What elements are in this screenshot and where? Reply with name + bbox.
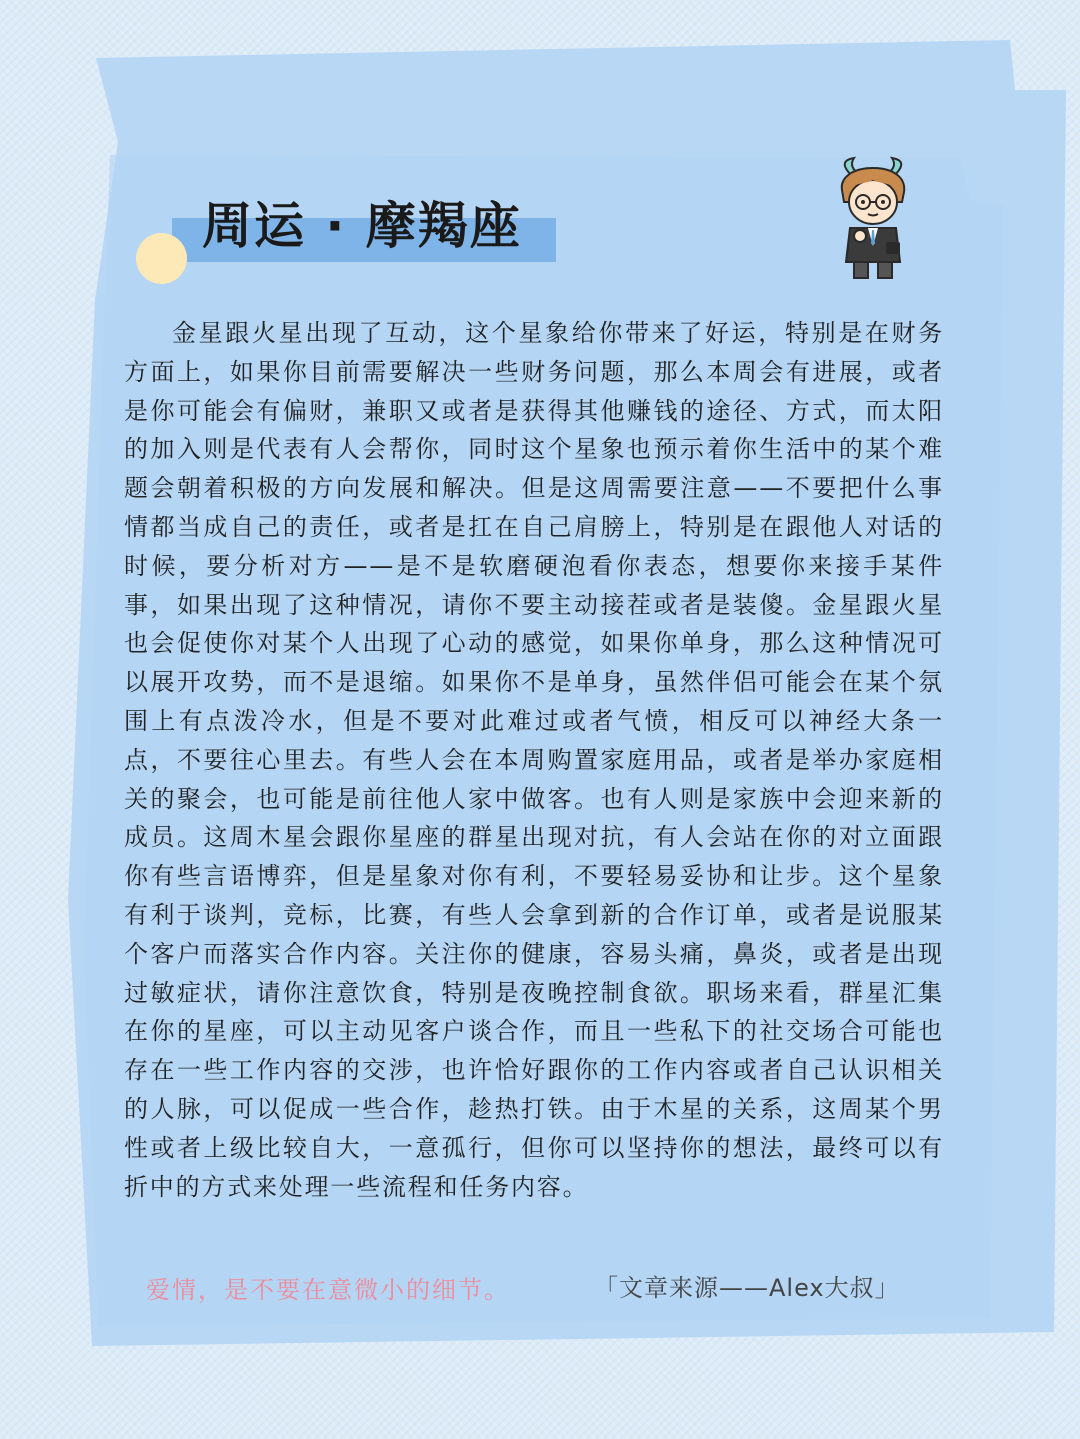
horoscope-body-text: 金星跟火星出现了互动，这个星象给你带来了好运，特别是在财务方面上，如果你目前需要解决一些财务问题，那么本周会有进展，或者是你可能会有偏财，兼职又或者是获得其他赚钱的途径、方式，而太阳的加入则是代表有人会帮你，同时这个星象也预示着你生活中的某个难题会朝着积极的方向发展和解决。但是这周需要注意——不要把什么事情都当成自己的责任，或者是扛在自己肩膀上，特别是在跟他人对话的时候，要分析对方——是不是软磨硬泡看你表态，想要你来接手某件事，如果出现了这种情况，请你不要主动接茬或者是装傻。金星跟火星也会促使你对某个人出现了心动的感觉，如果你单身，那么这种情况可以展开攻势，而不是退缩。如果你不是单身，虽然伴侣可能会在某个氛围上有点泼冷水，但是不要对此难过或者气愤，相反可以神经大条一点，不要往心里去。有些人会在本周购置家庭用品，或者是举办家庭相关的聚会，也可能是前往他人家中做客。也有人则是家族中会迎来新的成员。这周木星会跟你星座的群星出现对抗，有人会站在你的对立面跟你有些言语博弈，但是星象对你有利，不要轻易妥协和让步。这个星象有利于谈判，竞标，比赛，有些人会拿到新的合作订单，或者是说服某个客户而落实合作内容。关注你的健康，容易头痛，鼻炎，或者是出现过敏症状，请你注意饮食，特别是夜晚控制食欲。职场来看，群星汇集在你的星座，可以主动见客户谈合作，而且一些私下的社交场合可能也存在一些工作内容的交涉，也许恰好跟你的工作内容或者自己认识相关的人脉，可以促成一些合作，趁热打铁。由于木星的关系，这周某个男性或者上级比较自大，一意孤行，但你可以坚持你的想法，最终可以有折中的方式来处理一些流程和任务内容。 [124,319,944,1201]
article-source: 「文章来源——Alex大叔」 [594,1274,900,1302]
capricorn-mascot-icon [830,156,916,282]
love-quote: 爱情，是不要在意微小的细节。 [146,1276,510,1304]
yellow-dot-decoration [136,233,187,284]
page-title: 周运 · 摩羯座 [202,197,522,255]
